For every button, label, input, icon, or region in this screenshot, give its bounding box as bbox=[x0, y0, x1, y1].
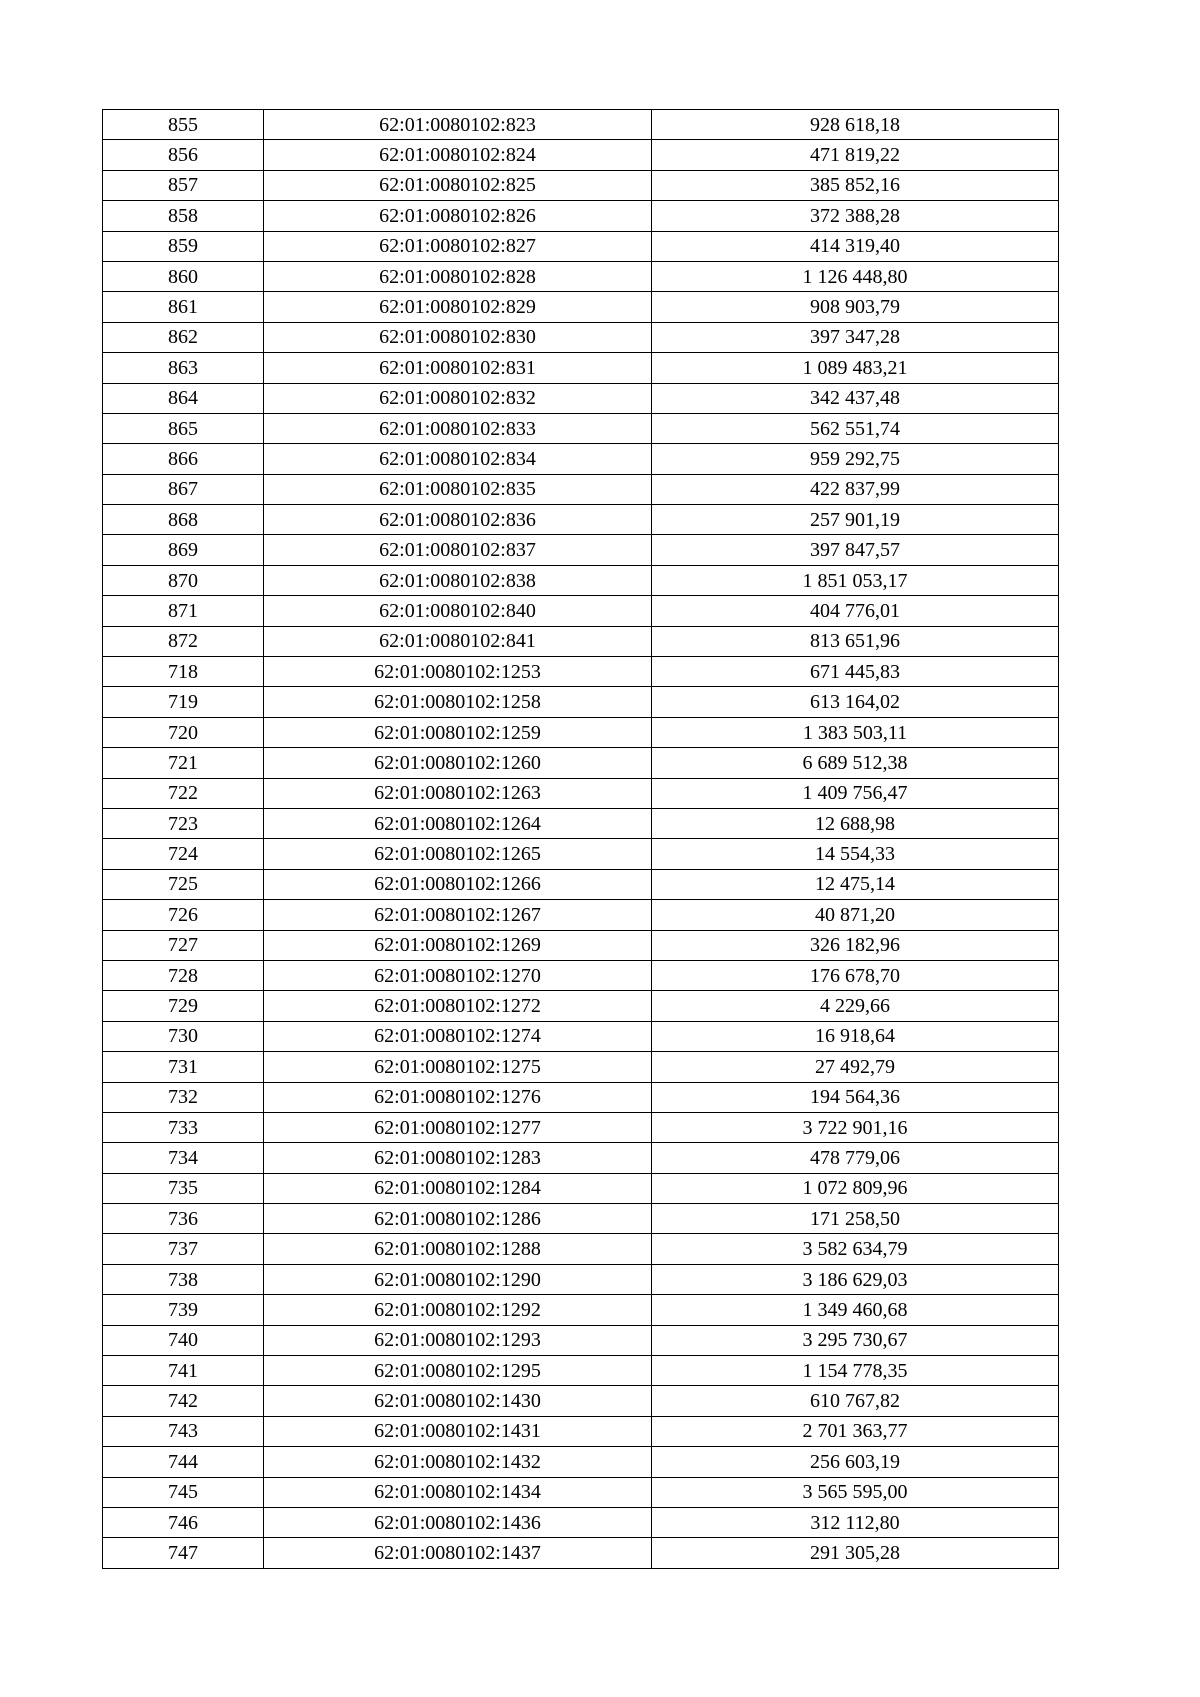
cadastral-number-cell: 62:01:0080102:1275 bbox=[264, 1052, 652, 1082]
table-row bbox=[103, 140, 1059, 170]
cadastral-value-cell: 194 564,36 bbox=[652, 1082, 1059, 1112]
table-row bbox=[103, 1082, 1059, 1112]
table-row bbox=[103, 110, 1059, 140]
cadastral-value-table bbox=[102, 109, 1059, 1569]
table-row bbox=[103, 535, 1059, 565]
cadastral-value-cell: 1 851 053,17 bbox=[652, 565, 1059, 595]
cadastral-value-cell: 1 154 778,35 bbox=[652, 1356, 1059, 1386]
row-number-cell: 860 bbox=[103, 261, 264, 291]
cadastral-value-cell: 171 258,50 bbox=[652, 1204, 1059, 1234]
cadastral-value-cell: 908 903,79 bbox=[652, 292, 1059, 322]
table-row bbox=[103, 1173, 1059, 1203]
cadastral-value-cell: 610 767,82 bbox=[652, 1386, 1059, 1416]
table-row bbox=[103, 748, 1059, 778]
row-number-cell: 867 bbox=[103, 474, 264, 504]
cadastral-number-cell: 62:01:0080102:1270 bbox=[264, 960, 652, 990]
cadastral-number-cell: 62:01:0080102:1293 bbox=[264, 1325, 652, 1355]
row-number-cell: 736 bbox=[103, 1204, 264, 1234]
cadastral-number-cell: 62:01:0080102:1277 bbox=[264, 1112, 652, 1142]
cadastral-value-cell: 1 126 448,80 bbox=[652, 261, 1059, 291]
table-row bbox=[103, 231, 1059, 261]
table-row bbox=[103, 626, 1059, 656]
row-number-cell: 745 bbox=[103, 1477, 264, 1507]
cadastral-number-cell: 62:01:0080102:824 bbox=[264, 140, 652, 170]
cadastral-number-cell: 62:01:0080102:826 bbox=[264, 201, 652, 231]
row-number-cell: 718 bbox=[103, 657, 264, 687]
cadastral-number-cell: 62:01:0080102:825 bbox=[264, 170, 652, 200]
cadastral-value-cell: 478 779,06 bbox=[652, 1143, 1059, 1173]
cadastral-number-cell: 62:01:0080102:840 bbox=[264, 596, 652, 626]
cadastral-number-cell: 62:01:0080102:841 bbox=[264, 626, 652, 656]
cadastral-number-cell: 62:01:0080102:837 bbox=[264, 535, 652, 565]
cadastral-value-cell: 1 383 503,11 bbox=[652, 717, 1059, 747]
cadastral-number-cell: 62:01:0080102:832 bbox=[264, 383, 652, 413]
table-row bbox=[103, 353, 1059, 383]
cadastral-number-cell: 62:01:0080102:829 bbox=[264, 292, 652, 322]
table-row bbox=[103, 1356, 1059, 1386]
cadastral-number-cell: 62:01:0080102:1430 bbox=[264, 1386, 652, 1416]
cadastral-number-cell: 62:01:0080102:1267 bbox=[264, 900, 652, 930]
cadastral-number-cell: 62:01:0080102:1253 bbox=[264, 657, 652, 687]
cadastral-number-cell: 62:01:0080102:1286 bbox=[264, 1204, 652, 1234]
cadastral-number-cell: 62:01:0080102:1269 bbox=[264, 930, 652, 960]
row-number-cell: 719 bbox=[103, 687, 264, 717]
cadastral-value-cell: 12 475,14 bbox=[652, 869, 1059, 899]
cadastral-number-cell: 62:01:0080102:835 bbox=[264, 474, 652, 504]
table-row bbox=[103, 505, 1059, 535]
row-number-cell: 866 bbox=[103, 444, 264, 474]
table-row bbox=[103, 292, 1059, 322]
cadastral-number-cell: 62:01:0080102:831 bbox=[264, 353, 652, 383]
row-number-cell: 729 bbox=[103, 991, 264, 1021]
table-row bbox=[103, 201, 1059, 231]
row-number-cell: 747 bbox=[103, 1538, 264, 1568]
cadastral-value-cell: 422 837,99 bbox=[652, 474, 1059, 504]
row-number-cell: 737 bbox=[103, 1234, 264, 1264]
cadastral-value-cell: 14 554,33 bbox=[652, 839, 1059, 869]
row-number-cell: 869 bbox=[103, 535, 264, 565]
row-number-cell: 740 bbox=[103, 1325, 264, 1355]
table-row bbox=[103, 383, 1059, 413]
cadastral-value-cell: 312 112,80 bbox=[652, 1507, 1059, 1537]
row-number-cell: 859 bbox=[103, 231, 264, 261]
table-row bbox=[103, 1507, 1059, 1537]
row-number-cell: 723 bbox=[103, 808, 264, 838]
table-row bbox=[103, 444, 1059, 474]
cadastral-value-cell: 613 164,02 bbox=[652, 687, 1059, 717]
cadastral-number-cell: 62:01:0080102:1283 bbox=[264, 1143, 652, 1173]
cadastral-number-cell: 62:01:0080102:1292 bbox=[264, 1295, 652, 1325]
cadastral-number-cell: 62:01:0080102:1284 bbox=[264, 1173, 652, 1203]
table-row bbox=[103, 930, 1059, 960]
cadastral-number-cell: 62:01:0080102:1290 bbox=[264, 1264, 652, 1294]
cadastral-number-cell: 62:01:0080102:1434 bbox=[264, 1477, 652, 1507]
row-number-cell: 871 bbox=[103, 596, 264, 626]
cadastral-number-cell: 62:01:0080102:1432 bbox=[264, 1447, 652, 1477]
table-row bbox=[103, 170, 1059, 200]
cadastral-value-cell: 813 651,96 bbox=[652, 626, 1059, 656]
cadastral-value-cell: 342 437,48 bbox=[652, 383, 1059, 413]
table-row bbox=[103, 657, 1059, 687]
cadastral-value-cell: 385 852,16 bbox=[652, 170, 1059, 200]
row-number-cell: 741 bbox=[103, 1356, 264, 1386]
cadastral-number-cell: 62:01:0080102:833 bbox=[264, 413, 652, 443]
cadastral-value-cell: 471 819,22 bbox=[652, 140, 1059, 170]
cadastral-value-cell: 3 722 901,16 bbox=[652, 1112, 1059, 1142]
cadastral-value-cell: 326 182,96 bbox=[652, 930, 1059, 960]
cadastral-number-cell: 62:01:0080102:823 bbox=[264, 110, 652, 140]
row-number-cell: 858 bbox=[103, 201, 264, 231]
table-row bbox=[103, 1052, 1059, 1082]
cadastral-value-cell: 397 347,28 bbox=[652, 322, 1059, 352]
cadastral-value-cell: 1 072 809,96 bbox=[652, 1173, 1059, 1203]
cadastral-value-cell: 40 871,20 bbox=[652, 900, 1059, 930]
cadastral-number-cell: 62:01:0080102:838 bbox=[264, 565, 652, 595]
cadastral-number-cell: 62:01:0080102:1274 bbox=[264, 1021, 652, 1051]
cadastral-value-cell: 16 918,64 bbox=[652, 1021, 1059, 1051]
row-number-cell: 720 bbox=[103, 717, 264, 747]
cadastral-value-cell: 1 089 483,21 bbox=[652, 353, 1059, 383]
row-number-cell: 733 bbox=[103, 1112, 264, 1142]
cadastral-number-cell: 62:01:0080102:1258 bbox=[264, 687, 652, 717]
cadastral-number-cell: 62:01:0080102:1288 bbox=[264, 1234, 652, 1264]
cadastral-value-cell: 671 445,83 bbox=[652, 657, 1059, 687]
cadastral-value-cell: 2 701 363,77 bbox=[652, 1416, 1059, 1446]
table-row bbox=[103, 1234, 1059, 1264]
row-number-cell: 863 bbox=[103, 353, 264, 383]
table-row bbox=[103, 1295, 1059, 1325]
row-number-cell: 734 bbox=[103, 1143, 264, 1173]
cadastral-value-cell: 959 292,75 bbox=[652, 444, 1059, 474]
table-row bbox=[103, 1477, 1059, 1507]
cadastral-number-cell: 62:01:0080102:1431 bbox=[264, 1416, 652, 1446]
row-number-cell: 744 bbox=[103, 1447, 264, 1477]
cadastral-value-cell: 3 565 595,00 bbox=[652, 1477, 1059, 1507]
row-number-cell: 735 bbox=[103, 1173, 264, 1203]
row-number-cell: 742 bbox=[103, 1386, 264, 1416]
cadastral-value-cell: 257 901,19 bbox=[652, 505, 1059, 535]
row-number-cell: 865 bbox=[103, 413, 264, 443]
cadastral-value-cell: 404 776,01 bbox=[652, 596, 1059, 626]
cadastral-value-cell: 414 319,40 bbox=[652, 231, 1059, 261]
row-number-cell: 731 bbox=[103, 1052, 264, 1082]
table-row bbox=[103, 1264, 1059, 1294]
table-row bbox=[103, 413, 1059, 443]
cadastral-number-cell: 62:01:0080102:1272 bbox=[264, 991, 652, 1021]
table-row bbox=[103, 1447, 1059, 1477]
cadastral-value-cell: 3 186 629,03 bbox=[652, 1264, 1059, 1294]
row-number-cell: 857 bbox=[103, 170, 264, 200]
row-number-cell: 730 bbox=[103, 1021, 264, 1051]
cadastral-number-cell: 62:01:0080102:1265 bbox=[264, 839, 652, 869]
row-number-cell: 856 bbox=[103, 140, 264, 170]
row-number-cell: 870 bbox=[103, 565, 264, 595]
row-number-cell: 727 bbox=[103, 930, 264, 960]
row-number-cell: 726 bbox=[103, 900, 264, 930]
cadastral-value-cell: 562 551,74 bbox=[652, 413, 1059, 443]
cadastral-value-cell: 372 388,28 bbox=[652, 201, 1059, 231]
table-row bbox=[103, 1204, 1059, 1234]
row-number-cell: 722 bbox=[103, 778, 264, 808]
table-row bbox=[103, 261, 1059, 291]
table-row bbox=[103, 991, 1059, 1021]
table-row bbox=[103, 839, 1059, 869]
row-number-cell: 746 bbox=[103, 1507, 264, 1537]
cadastral-value-cell: 1 409 756,47 bbox=[652, 778, 1059, 808]
table-body bbox=[103, 110, 1059, 1569]
cadastral-number-cell: 62:01:0080102:1266 bbox=[264, 869, 652, 899]
cadastral-number-cell: 62:01:0080102:1276 bbox=[264, 1082, 652, 1112]
table-row bbox=[103, 596, 1059, 626]
table-row bbox=[103, 1021, 1059, 1051]
table-row bbox=[103, 869, 1059, 899]
table-row bbox=[103, 687, 1059, 717]
table-row bbox=[103, 808, 1059, 838]
cadastral-value-cell: 27 492,79 bbox=[652, 1052, 1059, 1082]
table-row bbox=[103, 322, 1059, 352]
cadastral-number-cell: 62:01:0080102:1260 bbox=[264, 748, 652, 778]
cadastral-number-cell: 62:01:0080102:1295 bbox=[264, 1356, 652, 1386]
cadastral-number-cell: 62:01:0080102:836 bbox=[264, 505, 652, 535]
cadastral-number-cell: 62:01:0080102:1264 bbox=[264, 808, 652, 838]
cadastral-value-cell: 928 618,18 bbox=[652, 110, 1059, 140]
table-row bbox=[103, 717, 1059, 747]
cadastral-number-cell: 62:01:0080102:828 bbox=[264, 261, 652, 291]
cadastral-value-cell: 397 847,57 bbox=[652, 535, 1059, 565]
row-number-cell: 864 bbox=[103, 383, 264, 413]
row-number-cell: 724 bbox=[103, 839, 264, 869]
cadastral-number-cell: 62:01:0080102:1263 bbox=[264, 778, 652, 808]
cadastral-value-cell: 256 603,19 bbox=[652, 1447, 1059, 1477]
row-number-cell: 732 bbox=[103, 1082, 264, 1112]
table-row bbox=[103, 1538, 1059, 1568]
cadastral-number-cell: 62:01:0080102:1259 bbox=[264, 717, 652, 747]
table-row bbox=[103, 960, 1059, 990]
row-number-cell: 872 bbox=[103, 626, 264, 656]
row-number-cell: 861 bbox=[103, 292, 264, 322]
table-row bbox=[103, 565, 1059, 595]
table-row bbox=[103, 1386, 1059, 1416]
cadastral-value-cell: 4 229,66 bbox=[652, 991, 1059, 1021]
table-row bbox=[103, 1112, 1059, 1142]
cadastral-number-cell: 62:01:0080102:1437 bbox=[264, 1538, 652, 1568]
cadastral-value-cell: 3 582 634,79 bbox=[652, 1234, 1059, 1264]
cadastral-number-cell: 62:01:0080102:830 bbox=[264, 322, 652, 352]
cadastral-value-cell: 291 305,28 bbox=[652, 1538, 1059, 1568]
row-number-cell: 721 bbox=[103, 748, 264, 778]
cadastral-number-cell: 62:01:0080102:827 bbox=[264, 231, 652, 261]
row-number-cell: 743 bbox=[103, 1416, 264, 1446]
cadastral-value-cell: 6 689 512,38 bbox=[652, 748, 1059, 778]
cadastral-number-cell: 62:01:0080102:1436 bbox=[264, 1507, 652, 1537]
table-row bbox=[103, 778, 1059, 808]
row-number-cell: 868 bbox=[103, 505, 264, 535]
row-number-cell: 855 bbox=[103, 110, 264, 140]
row-number-cell: 738 bbox=[103, 1264, 264, 1294]
row-number-cell: 739 bbox=[103, 1295, 264, 1325]
cadastral-number-cell: 62:01:0080102:834 bbox=[264, 444, 652, 474]
row-number-cell: 728 bbox=[103, 960, 264, 990]
cadastral-value-cell: 3 295 730,67 bbox=[652, 1325, 1059, 1355]
cadastral-value-cell: 176 678,70 bbox=[652, 960, 1059, 990]
row-number-cell: 862 bbox=[103, 322, 264, 352]
cadastral-value-cell: 12 688,98 bbox=[652, 808, 1059, 838]
table-row bbox=[103, 1325, 1059, 1355]
table-row bbox=[103, 1416, 1059, 1446]
table-row bbox=[103, 900, 1059, 930]
table-row bbox=[103, 1143, 1059, 1173]
table-row bbox=[103, 474, 1059, 504]
row-number-cell: 725 bbox=[103, 869, 264, 899]
cadastral-value-cell: 1 349 460,68 bbox=[652, 1295, 1059, 1325]
